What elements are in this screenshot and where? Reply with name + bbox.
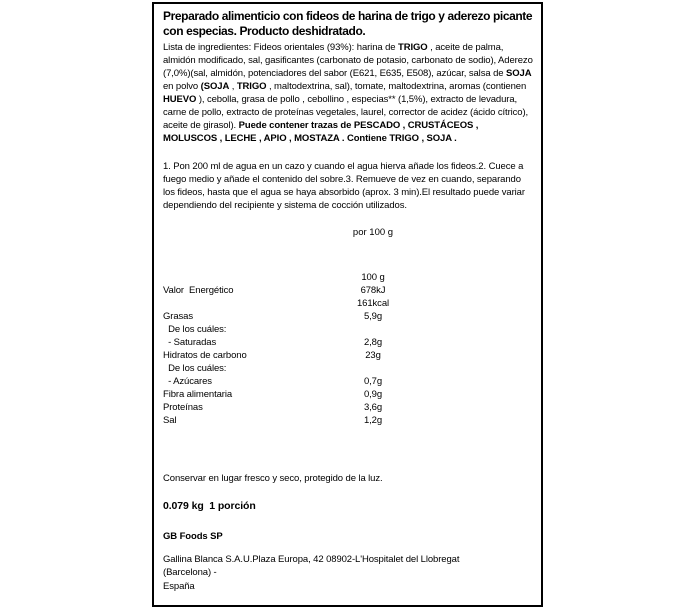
nutrition-row — [163, 362, 533, 375]
nutrition-row — [163, 310, 533, 323]
nutrition-row — [163, 349, 533, 362]
ingredient-text: en polvo — [163, 81, 201, 92]
ingredients-paragraph — [163, 41, 533, 145]
nutrient-label: - Azúcares — [163, 376, 212, 387]
storage-instructions: Conservar en lugar fresco y seco, protegido de la luz. — [163, 473, 383, 484]
nutrient-label: De los cuáles: — [163, 324, 227, 335]
address-line: Gallina Blanca S.A.U.Plaza Europa, 42 08902-L'Hospitalet del Llobregat — [163, 553, 460, 565]
manufacturer-address — [163, 553, 533, 594]
nutrient-label: Proteínas — [163, 402, 203, 413]
ingredient-text: , — [229, 81, 237, 92]
nutrient-value: 100 g — [361, 272, 385, 283]
ingredient-text: ), cebolla, grasa de pollo , cebollino , especias** (1,5%), extracto de levadura, carne de pollo, extracto de proteínas vegetales, laurel, corrector de acidez (ácido cítrico), aceite de girasol). — [163, 94, 529, 131]
nutrient-label: Grasas — [163, 311, 194, 322]
net-weight: 0.079 kg 1 porción — [163, 500, 256, 512]
nutrition-row — [163, 375, 533, 388]
ingredient-text: , maltodextrina, sal), tomate, maltodextrina, aromas (contienen — [266, 81, 527, 92]
allergen-emphasis: (SOJA — [200, 81, 230, 92]
nutrient-value: 678kJ — [360, 285, 386, 296]
nutrient-value: 0,7g — [363, 376, 383, 387]
nutrient-value: 161kcal — [356, 298, 390, 309]
nutrition-row — [163, 336, 533, 349]
nutrition-row — [163, 271, 533, 284]
nutrition-row — [163, 323, 533, 336]
allergen-emphasis: Puede contener trazas de PESCADO , CRUSTÁCEOS , MOLUSCOS , LECHE , APIO , MOSTAZA . Contiene TRIGO , SOJA . — [163, 120, 479, 144]
product-label — [152, 2, 543, 607]
address-line: España — [163, 580, 195, 592]
nutrition-row — [163, 388, 533, 401]
nutrient-label: Hidratos de carbono — [163, 350, 247, 361]
nutrition-table — [163, 271, 533, 427]
nutrition-row — [163, 297, 533, 310]
nutrient-value: 3,6g — [363, 402, 383, 413]
ingredient-text: , aceite de palma, almidón modificado, sal, gasificantes (carbonato de potasio, carbonato de sodio), Aderezo (7,0%)(sal, almidón, potenciadores del sabor (E621, E635, E508), azúcar, salsa de — [163, 42, 533, 79]
nutrient-value: 2,8g — [363, 337, 383, 348]
nutrition-column-header: por 100 g — [352, 227, 394, 238]
nutrition-row — [163, 414, 533, 427]
nutrient-label: - Saturadas — [163, 337, 217, 348]
nutrition-row — [163, 401, 533, 414]
nutrient-label: Valor Energético — [163, 285, 234, 296]
nutrient-label: Sal — [163, 415, 177, 426]
nutrient-value: 23g — [365, 350, 381, 361]
allergen-emphasis: HUEVO — [163, 94, 197, 105]
nutrient-value: 5,9g — [363, 311, 383, 322]
nutrition-row — [163, 284, 533, 297]
allergen-emphasis: SOJA — [505, 68, 532, 79]
allergen-emphasis: TRIGO — [398, 42, 428, 53]
manufacturer-name: GB Foods SP — [163, 531, 223, 542]
product-title: Preparado alimenticio con fideos de harina de trigo y aderezo picante con especias. Producto deshidratado. — [163, 9, 533, 38]
nutrient-value: 0,9g — [363, 389, 383, 400]
preparation-instructions: 1. Pon 200 ml de agua en un cazo y cuando el agua hierva añade los fideos.2. Cuece a fuego medio y añade el contenido del sobre.3. Remueve de vez en cuando, separando los fideos, hasta que el agua se haya absorbido (aprox. 3 min).El resultado puede variar dependiendo del recipiente y sistema de cocción utilizados. — [163, 161, 525, 211]
allergen-emphasis: TRIGO — [236, 81, 267, 92]
address-line: (Barcelona) - — [163, 567, 217, 578]
nutrient-label: De los cuáles: — [163, 363, 227, 374]
ingredient-text: Lista de ingredientes: Fideos orientales (93%): harina de — [163, 42, 399, 53]
nutrient-value: 1,2g — [363, 415, 383, 426]
nutrient-label: Fibra alimentaria — [163, 389, 233, 400]
